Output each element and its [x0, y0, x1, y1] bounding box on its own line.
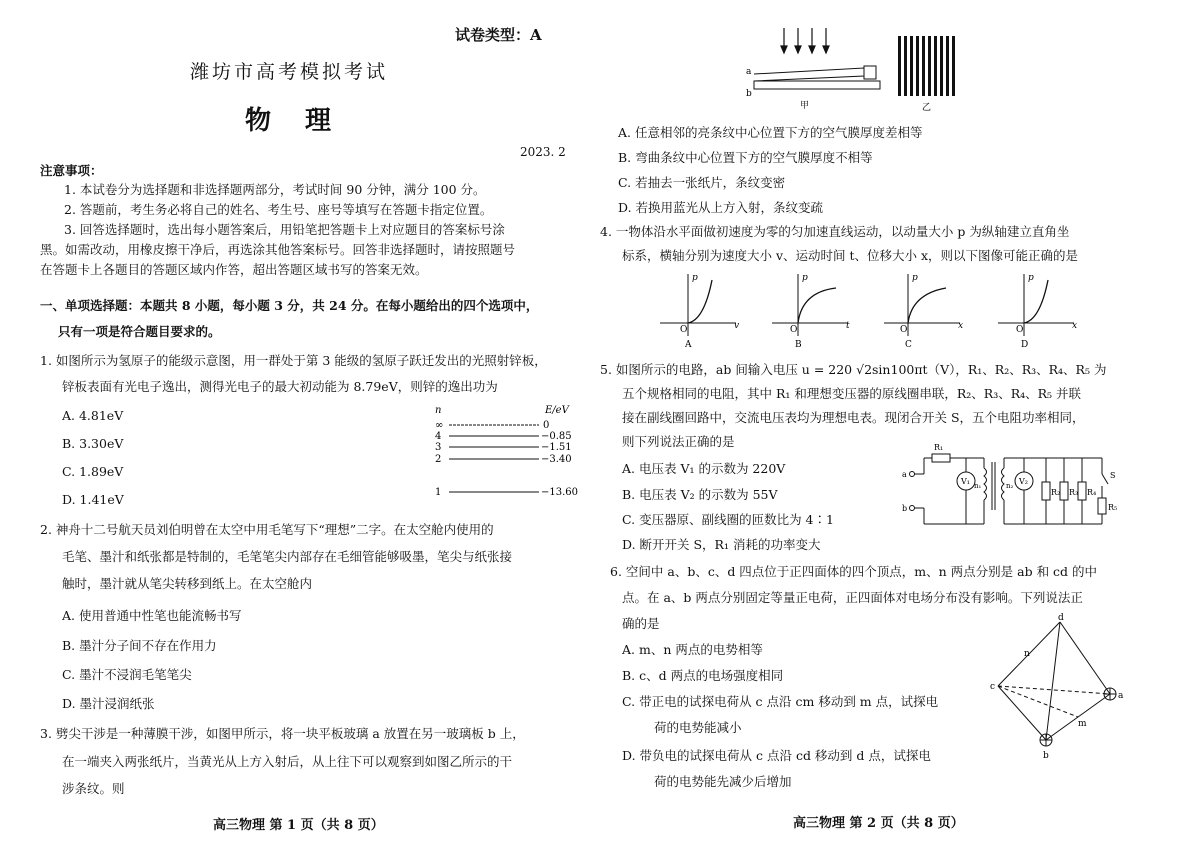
question-2-text: 毛笔、墨汁和纸张都是特制的，毛笔笔尖内部存在毛细管能够吸墨，笔尖与纸张接: [62, 549, 513, 564]
svg-text:−13.60: −13.60: [541, 487, 579, 498]
question-5-text: 五个规格相同的电阻，其中 R₁ 和理想变压器的原线圈串联，R₂、R₃、R₄、R₅ 并联: [622, 386, 1082, 401]
q5-option-d[interactable]: D. 断开开关 S，R₁ 消耗的功率变大: [622, 537, 821, 552]
svg-text:R₁: R₁: [934, 443, 944, 452]
energy-level-diagram: [425, 402, 585, 504]
page-footer: 高三物理 第 1 页（共 8 页）: [213, 818, 384, 833]
q6-option-d-cont: 荷的电势能先减少后增加: [654, 774, 792, 789]
graph-a-label: A: [685, 340, 692, 350]
level-inf: [435, 420, 549, 431]
q6-option-a[interactable]: A. m、n 两点的电势相等: [622, 642, 763, 657]
svg-text:b: b: [902, 504, 908, 513]
plate-b-label: b: [746, 89, 752, 99]
svg-text:O: O: [680, 325, 688, 335]
svg-text:b: b: [1043, 751, 1049, 760]
level-4: [435, 431, 572, 442]
figure-jia-label: 甲: [800, 101, 810, 111]
svg-text:3: 3: [435, 442, 442, 453]
q2-option-c[interactable]: C. 墨汁不浸润毛笔笔尖: [62, 667, 192, 682]
question-6-text: 点。在 a、b 两点分别固定等量正电荷，正四面体对电场分布没有影响。下列说法正: [622, 590, 1083, 605]
svg-text:−3.40: −3.40: [541, 454, 572, 465]
svg-text:a: a: [902, 470, 907, 479]
q6-option-c-cont: 荷的电势能减小: [654, 720, 742, 735]
svg-text:−1.51: −1.51: [541, 442, 572, 453]
q6-option-d[interactable]: D. 带负电的试探电荷从 c 点沿 cd 移动到 d 点，试探电: [622, 748, 931, 763]
svg-text:O: O: [790, 325, 798, 335]
q3-option-b[interactable]: B. 弯曲条纹中心位置下方的空气膜厚度不相等: [618, 150, 873, 165]
graph-b: [772, 273, 850, 350]
q2-option-b[interactable]: B. 墨汁分子间不存在作用力: [62, 638, 217, 653]
q5-circuit-diagram: [902, 440, 1120, 532]
svg-text:V₁: V₁: [961, 477, 970, 486]
svg-text:t: t: [846, 321, 850, 331]
graph-c: [884, 273, 963, 350]
graph-d-label: D: [1021, 340, 1029, 350]
n-axis-label: n: [435, 405, 442, 416]
q2-option-a[interactable]: A. 使用普通中性笔也能流畅书写: [62, 608, 242, 623]
notes-heading: 注意事项：: [40, 163, 103, 178]
q2-option-d[interactable]: D. 墨汁浸润纸张: [62, 696, 155, 711]
svg-text:m: m: [1078, 719, 1087, 729]
svg-text:p: p: [1028, 273, 1034, 283]
exam-title: 潍坊市高考模拟考试: [190, 61, 389, 83]
svg-text:2: 2: [435, 454, 442, 465]
question-5-text: 接在副线圈回路中，交流电压表均为理想电表。现闭合开关 S，五个电阻功率相同，: [622, 410, 1085, 425]
svg-text:R₅: R₅: [1108, 503, 1118, 512]
svg-text:n: n: [1024, 649, 1030, 659]
q6-tetrahedron-diagram: [988, 612, 1126, 760]
question-6-text: 6. 空间中 a、b、c、d 四点位于正四面体的四个顶点，m、n 两点分别是 ab 和 cd 的中: [610, 564, 1098, 579]
svg-text:R₂: R₂: [1051, 488, 1061, 497]
wedge-glass-plates: [754, 66, 880, 89]
light-arrows-icon: [781, 28, 829, 53]
question-6-text: 确的是: [622, 616, 660, 631]
graph-d: [998, 273, 1077, 350]
question-4-text: 4. 一物体沿水平面做初速度为零的匀加速直线运动，以动量大小 p 为纵轴建立直角坐: [600, 224, 1070, 239]
q3-option-a[interactable]: A. 任意相邻的亮条纹中心位置下方的空气膜厚度差相等: [618, 125, 923, 140]
section-heading: 只有一项是符合题目要求的。: [58, 324, 221, 339]
subject-title: 物 理: [245, 106, 336, 136]
q5-option-b[interactable]: B. 电压表 V₂ 的示数为 55V: [622, 487, 778, 502]
q6-option-b[interactable]: B. c、d 两点的电场强度相同: [622, 668, 784, 683]
question-1-text: 1. 如图所示为氢原子的能级示意图，用一群处于第 3 能级的氢原子跃迁发出的光照射锌板，: [40, 353, 547, 368]
notes-line: 2. 答题前，考生务必将自己的姓名、考生号、座号等填写在答题卡指定位置。: [64, 202, 493, 217]
notes-line: 3. 回答选择题时，选出每小题答案后，用铅笔把答题卡上对应题目的答案标号涂: [64, 222, 505, 237]
svg-text:−0.85: −0.85: [541, 431, 572, 442]
notes-line: 在答题卡上各题目的答题区域内作答，超出答题区域书写的答案无效。: [40, 262, 428, 277]
svg-text:1: 1: [435, 487, 442, 498]
svg-text:c: c: [990, 682, 996, 692]
svg-text:4: 4: [435, 431, 442, 442]
question-5-text: 5. 如图所示的电路，ab 间输入电压 u = 220 √2sin100πt（V），R₁、R₂、R₃、R₄、R₅ 为: [600, 362, 1107, 377]
q5-option-a[interactable]: A. 电压表 V₁ 的示数为 220V: [622, 461, 786, 476]
interference-fringes: [898, 36, 955, 96]
svg-text:0: 0: [543, 420, 550, 431]
svg-text:p: p: [912, 273, 918, 283]
question-3-text: 涉条纹。则: [62, 781, 125, 796]
question-1-text: 锌板表面有光电子逸出，测得光电子的最大初动能为 8.79eV，则锌的逸出功为: [62, 379, 498, 394]
question-5-text: 则下列说法正确的是: [622, 434, 735, 449]
section-heading: 一、单项选择题：本题共 8 小题，每小题 3 分，共 24 分。在每小题给出的四个选项中，: [40, 298, 539, 313]
graph-a: [660, 273, 739, 350]
svg-text:S: S: [1110, 471, 1116, 480]
question-3-text: 3. 劈尖干涉是一种薄膜干涉，如图甲所示，将一块平板玻璃 a 放置在另一玻璃板 b 上，: [40, 726, 525, 741]
svg-text:n₂: n₂: [1006, 482, 1014, 490]
graph-b-label: B: [795, 340, 802, 350]
q1-option-b[interactable]: B. 3.30eV: [62, 436, 124, 451]
svg-text:p: p: [802, 273, 808, 283]
page-2: [600, 0, 1200, 849]
notes-line: 黑。如需改动，用橡皮擦干净后，再选涂其他答案标号。回答非选择题时，请按照题号: [40, 242, 516, 257]
question-4-text: 标系，横轴分别为速度大小 v、运动时间 t、位移大小 x，则以下图像可能正确的是: [622, 248, 1079, 263]
graph-c-label: C: [905, 340, 912, 350]
q6-option-c[interactable]: C. 带正电的试探电荷从 c 点沿 cm 移动到 m 点，试探电: [622, 694, 939, 709]
figure-yi-label: 乙: [922, 103, 932, 113]
q4-graphs: [652, 268, 1082, 350]
question-2-text: 触时，墨汁就从笔尖转移到纸上。在太空舱内: [62, 576, 313, 591]
q5-option-c[interactable]: C. 变压器原、副线圈的匝数比为 4∶1: [622, 512, 834, 527]
svg-text:v: v: [734, 321, 740, 331]
level-1: [435, 487, 578, 498]
q1-option-c[interactable]: C. 1.89eV: [62, 464, 124, 479]
q3-figure: [740, 22, 970, 120]
svg-text:d: d: [1058, 613, 1064, 623]
svg-text:a: a: [1118, 691, 1124, 701]
level-3: [435, 442, 572, 453]
level-2: [435, 454, 572, 465]
svg-text:x: x: [1072, 321, 1078, 331]
plate-a-label: a: [746, 67, 752, 77]
page-footer: 高三物理 第 2 页（共 8 页）: [793, 816, 964, 831]
question-3-text: 在一端夹入两张纸片，当黄光从上方入射后，从上往下可以观察到如图乙所示的干: [62, 754, 513, 769]
svg-text:V₂: V₂: [1019, 477, 1028, 486]
svg-text:∞: ∞: [435, 420, 444, 431]
e-axis-label: E/eV: [545, 405, 569, 416]
q1-option-a[interactable]: A. 4.81eV: [62, 408, 124, 423]
q3-option-c[interactable]: C. 若抽去一张纸片，条纹变密: [618, 175, 786, 190]
question-2-text: 2. 神舟十二号航天员刘伯明曾在太空中用毛笔写下“理想”二字。在太空舱内使用的: [40, 522, 494, 537]
exam-date: 2023. 2: [520, 145, 566, 159]
paper-type: 试卷类型：A: [455, 26, 542, 44]
svg-text:O: O: [1016, 325, 1024, 335]
svg-text:x: x: [958, 321, 964, 331]
q3-option-d[interactable]: D. 若换用蓝光从上方入射，条纹变疏: [618, 200, 824, 215]
svg-text:n₁: n₁: [974, 482, 982, 490]
notes-line: 1. 本试卷分为选择题和非选择题两部分，考试时间 90 分钟，满分 100 分。: [64, 182, 486, 197]
svg-text:p: p: [692, 273, 698, 283]
svg-text:O: O: [900, 325, 908, 335]
svg-text:R₄: R₄: [1087, 488, 1097, 497]
q1-option-d[interactable]: D. 1.41eV: [62, 492, 124, 507]
svg-text:R₃: R₃: [1069, 488, 1079, 497]
